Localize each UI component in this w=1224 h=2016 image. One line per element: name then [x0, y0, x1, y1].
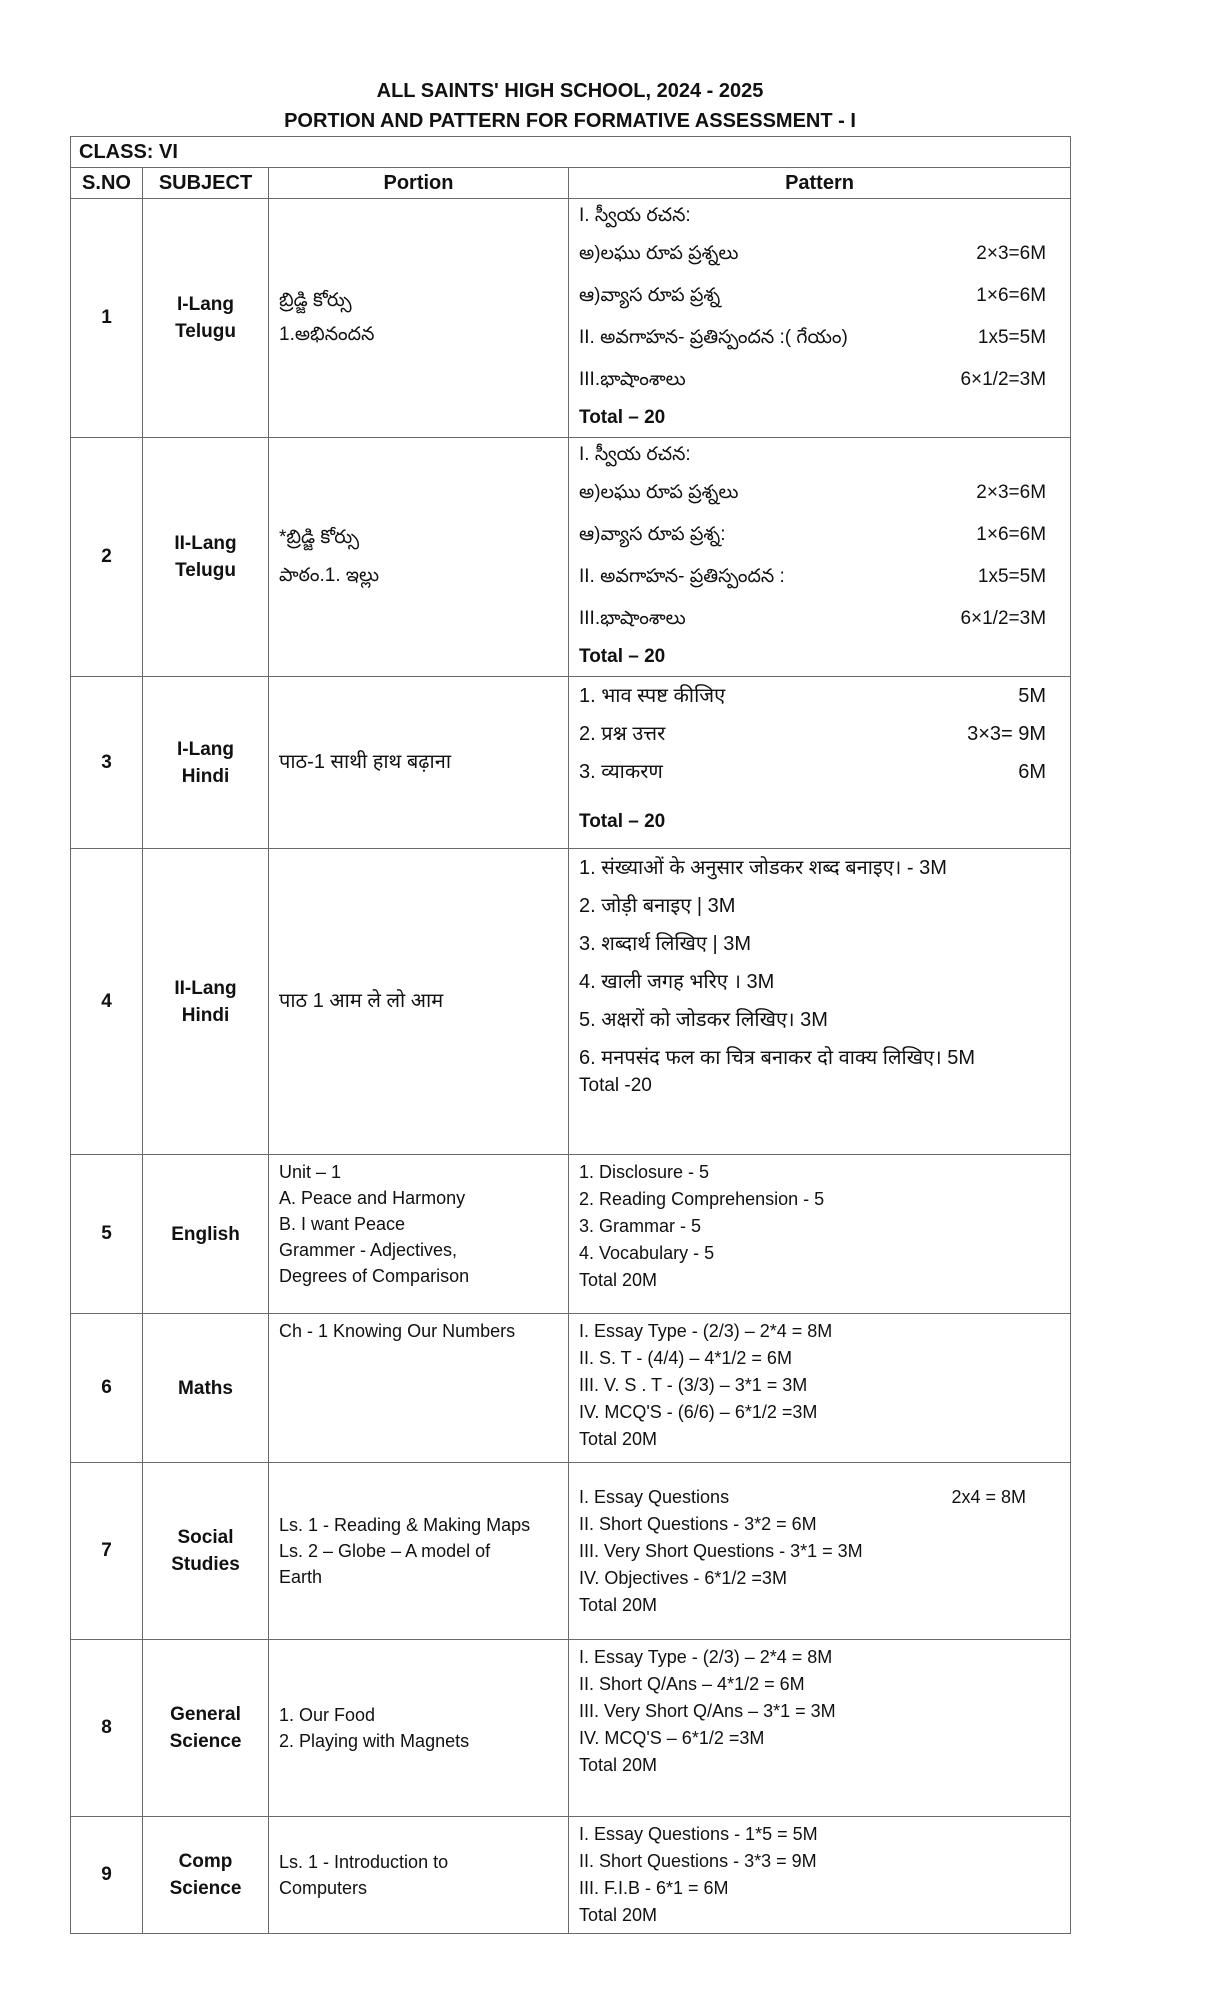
- table-row: [71, 1463, 1071, 1640]
- subject-line: General: [170, 1704, 241, 1725]
- pattern-line: 2. प्रश्न उत्तर 3×3= 9M: [579, 723, 1047, 745]
- portion-cell: [269, 1463, 569, 1640]
- sno-cell: 7: [71, 1463, 143, 1640]
- portion-line: Unit – 1: [279, 1162, 342, 1182]
- table-row: [71, 1640, 1071, 1817]
- pattern-line: II. అవగాహన- ప్రతిస్పందన : 1x5=5M: [579, 566, 1047, 587]
- portion-line: पाठ-1 साथी हाथ बढ़ाना: [279, 751, 451, 773]
- pattern-line: అ)లఘు రూప ప్రశ్నలు 2×3=6M: [579, 243, 1047, 264]
- sno-cell: 2: [71, 438, 143, 677]
- table-row: [71, 849, 1071, 1155]
- pattern-cell: [569, 1155, 1071, 1314]
- subject-line: Hindi: [181, 1004, 230, 1026]
- portion-line: A. Peace and Harmony: [279, 1188, 466, 1208]
- subject-line: I-Lang: [177, 738, 234, 760]
- pattern-line: I. Essay Type - (2/3) – 2*4 = 8M: [579, 1647, 833, 1667]
- pattern-line: I. స్వీయ రచన:: [579, 444, 691, 465]
- pattern-line: 3. Grammar - 5: [579, 1216, 702, 1236]
- sno-cell: 6: [71, 1314, 143, 1463]
- portion-cell: [269, 1314, 569, 1463]
- portion-line: Ls. 1 - Introduction to: [279, 1852, 449, 1872]
- subject-cell: [143, 438, 269, 677]
- portion-cell: [269, 849, 569, 1155]
- pattern-line: I. Essay Questions 2x4 = 8M: [579, 1486, 1027, 1507]
- subject-line: II-Lang: [174, 977, 237, 999]
- pattern-line: 1. भाव स्पष्ट कीजिए 5M: [579, 685, 1047, 707]
- pattern-total: Total – 20: [579, 407, 666, 428]
- pattern-line: II. Short Questions - 3*3 = 9M: [579, 1851, 817, 1871]
- portion-cell: [269, 438, 569, 677]
- subject-line: II-Lang: [174, 533, 237, 554]
- portion-line: Grammer - Adjectives,: [279, 1240, 458, 1260]
- pattern-total: Total 20M: [579, 1594, 658, 1615]
- subject-line: Science: [169, 1878, 242, 1899]
- portion-line: Ls. 2 – Globe – A model of: [279, 1541, 491, 1561]
- table-header-row: [71, 168, 1071, 199]
- pattern-line: II. Short Q/Ans – 4*1/2 = 6M: [579, 1674, 805, 1694]
- sno-cell: 3: [71, 677, 143, 849]
- subject-line: Science: [169, 1731, 242, 1752]
- subject-line: Hindi: [181, 765, 230, 787]
- portion-line: Ls. 1 - Reading & Making Maps: [279, 1515, 531, 1535]
- portion-cell: [269, 1155, 569, 1314]
- pattern-line: IV. MCQ'S – 6*1/2 =3M: [579, 1728, 765, 1748]
- school-title: ALL SAINTS' HIGH SCHOOL, 2024 - 2025: [376, 80, 764, 102]
- subject-cell: [143, 677, 269, 849]
- portion-pattern-table: [70, 136, 1071, 1934]
- portion-line: Degrees of Comparison: [279, 1266, 470, 1286]
- document-header: [70, 76, 1070, 136]
- pattern-line: III.భాషాంశాలు 6×1/2=3M: [579, 369, 1047, 390]
- pattern-line: ఆ)వ్యాస రూప ప్రశ్న: 1×6=6M: [579, 524, 1047, 545]
- sno-cell: 8: [71, 1640, 143, 1817]
- assessment-title: PORTION AND PATTERN FOR FORMATIVE ASSESSMENT - I: [284, 110, 856, 132]
- pattern-total: Total – 20: [579, 646, 666, 667]
- subject-cell: [143, 199, 269, 438]
- pattern-total: Total 20M: [579, 1905, 658, 1925]
- portion-line: Earth: [279, 1567, 323, 1587]
- pattern-line: III. V. S . T - (3/3) – 3*1 = 3M: [579, 1375, 808, 1395]
- portion-cell: [269, 199, 569, 438]
- pattern-line: III. Very Short Questions - 3*1 = 3M: [579, 1540, 863, 1561]
- table-row: [71, 438, 1071, 677]
- pattern-line: IV. Objectives - 6*1/2 =3M: [579, 1567, 787, 1588]
- sno-cell: 1: [71, 199, 143, 438]
- pattern-line: 2. Reading Comprehension - 5: [579, 1189, 825, 1209]
- pattern-line: III. Very Short Q/Ans – 3*1 = 3M: [579, 1701, 836, 1721]
- subject-line: Social: [177, 1527, 234, 1548]
- pattern-cell: [569, 1314, 1071, 1463]
- pattern-line: అ)లఘు రూప ప్రశ్నలు 2×3=6M: [579, 482, 1047, 503]
- portion-line: B. I want Peace: [279, 1214, 406, 1234]
- pattern-cell: [569, 1817, 1071, 1934]
- subject-cell: [143, 1155, 269, 1314]
- subject-line: Studies: [171, 1554, 240, 1575]
- subject-cell: [143, 1817, 269, 1934]
- subject-line: Telugu: [175, 321, 236, 342]
- pattern-line: II. Short Questions - 3*2 = 6M: [579, 1513, 817, 1534]
- table-row: [71, 677, 1071, 849]
- portion-line: బ్రిడ్జి కోర్సు: [279, 290, 352, 311]
- sno-cell: 4: [71, 849, 143, 1155]
- subject-cell: [143, 849, 269, 1155]
- pattern-cell: [569, 677, 1071, 849]
- pattern-cell: [569, 199, 1071, 438]
- portion-line: Ch - 1 Knowing Our Numbers: [279, 1321, 516, 1341]
- pattern-line: I. Essay Type - (2/3) – 2*4 = 8M: [579, 1321, 833, 1341]
- table-row: [71, 1314, 1071, 1463]
- subject-line: Telugu: [175, 560, 236, 581]
- pattern-line: 2. जोड़ी बनाइए | 3M: [579, 895, 736, 917]
- subject-cell: [143, 1314, 269, 1463]
- pattern-line: IV. MCQ'S - (6/6) – 6*1/2 =3M: [579, 1402, 818, 1422]
- subject-line: Comp: [178, 1851, 233, 1872]
- pattern-line: 4. Vocabulary - 5: [579, 1243, 715, 1263]
- portion-line: *బ్రిడ్జి కోర్సు: [279, 527, 360, 548]
- portion-line: 1. Our Food: [279, 1705, 376, 1725]
- pattern-cell: [569, 438, 1071, 677]
- pattern-total: Total – 20: [579, 811, 666, 832]
- column-header-sno: S.NO: [71, 168, 143, 199]
- pattern-cell: [569, 1640, 1071, 1817]
- portion-line: पाठ 1 आम ले लो आम: [279, 990, 444, 1012]
- class-label: CLASS: VI: [71, 137, 1071, 168]
- pattern-line: 3. शब्दार्थ लिखिए | 3M: [579, 933, 752, 955]
- pattern-cell: [569, 849, 1071, 1155]
- pattern-line: I. స్వీయ రచన:: [579, 205, 691, 226]
- pattern-line: 3. व्याकरण 6M: [579, 761, 1047, 783]
- pattern-line: II. అవగాహన- ప్రతిస్పందన :( గేయం) 1x5=5M: [579, 327, 1047, 348]
- column-header-pattern: Pattern: [569, 168, 1071, 199]
- sno-cell: 9: [71, 1817, 143, 1934]
- subject-line: Maths: [178, 1377, 233, 1399]
- pattern-total: Total -20: [579, 1075, 652, 1096]
- portion-line: పాఠం.1. ఇల్లు: [279, 565, 380, 586]
- subject-cell: [143, 1640, 269, 1817]
- subject-line: I-Lang: [177, 294, 234, 315]
- portion-line: 1.అభినందన: [279, 324, 375, 345]
- portion-line: 2. Playing with Magnets: [279, 1731, 470, 1751]
- table-row: [71, 1155, 1071, 1314]
- portion-line: Computers: [279, 1878, 368, 1898]
- portion-cell: [269, 1640, 569, 1817]
- pattern-line: 1. संख्याओं के अनुसार जोडकर शब्द बनाइए। - 3M: [579, 857, 947, 879]
- pattern-line: I. Essay Questions - 1*5 = 5M: [579, 1824, 818, 1844]
- pattern-total: Total 20M: [579, 1755, 658, 1775]
- pattern-line: 4. खाली जगह भरिए । 3M: [579, 971, 775, 993]
- subject-cell: [143, 1463, 269, 1640]
- pattern-line: 1. Disclosure - 5: [579, 1162, 710, 1182]
- column-header-portion: Portion: [269, 168, 569, 199]
- pattern-total: Total 20M: [579, 1270, 658, 1290]
- table-row: [71, 1817, 1071, 1934]
- subject-line: English: [171, 1223, 240, 1245]
- pattern-line: ఆ)వ్యాస రూప ప్రశ్న 1×6=6M: [579, 285, 1047, 306]
- pattern-line: III. F.I.B - 6*1 = 6M: [579, 1878, 729, 1898]
- sno-cell: 5: [71, 1155, 143, 1314]
- table-row: [71, 199, 1071, 438]
- pattern-cell: [569, 1463, 1071, 1640]
- pattern-line: 6. मनपसंद फल का चित्र बनाकर दो वाक्य लिखिए। 5M: [579, 1047, 976, 1069]
- portion-cell: [269, 677, 569, 849]
- portion-cell: [269, 1817, 569, 1934]
- column-header-subject: SUBJECT: [143, 168, 269, 199]
- pattern-total: Total 20M: [579, 1429, 658, 1449]
- pattern-line: II. S. T - (4/4) – 4*1/2 = 6M: [579, 1348, 792, 1368]
- pattern-line: 5. अक्षरों को जोडकर लिखिए। 3M: [579, 1009, 828, 1031]
- pattern-line: III.భాషాంశాలు 6×1/2=3M: [579, 608, 1047, 629]
